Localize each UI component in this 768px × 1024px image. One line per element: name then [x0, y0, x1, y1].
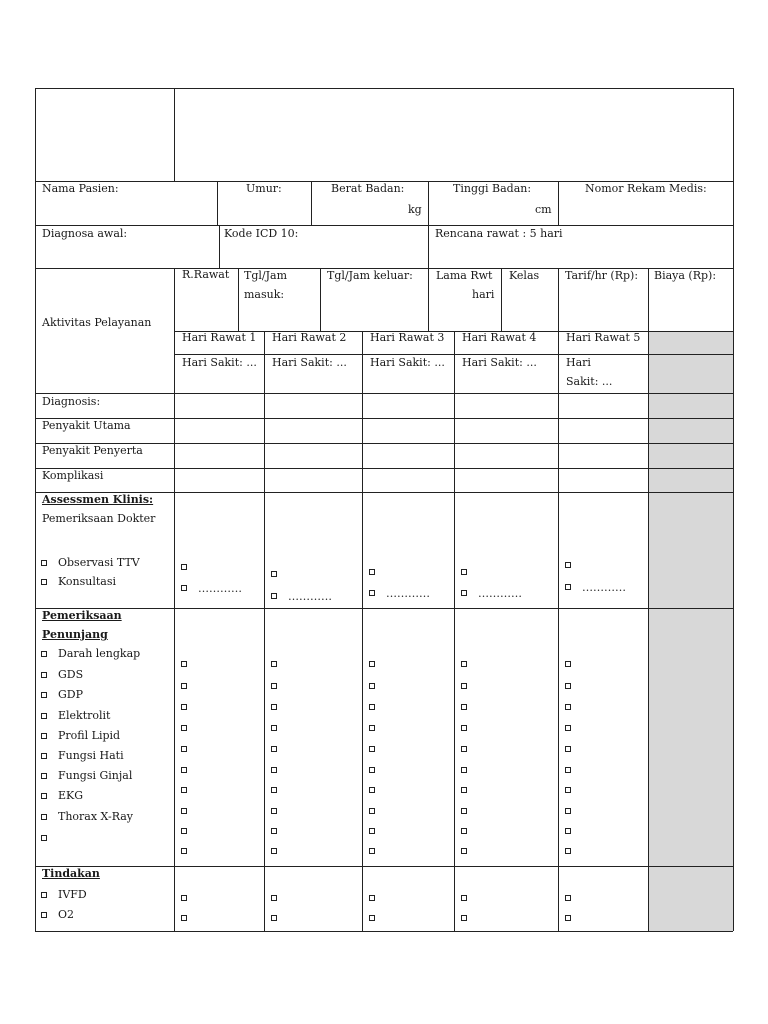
checkbox[interactable]	[181, 725, 187, 731]
checkbox[interactable]	[41, 560, 47, 566]
hari-sakit-5-line2: Sakit: ...	[566, 375, 613, 388]
checkbox[interactable]	[565, 683, 571, 689]
berat-unit: kg	[408, 203, 422, 216]
checkbox[interactable]	[369, 915, 375, 921]
penunjang-item: Fungsi Hati	[58, 749, 124, 762]
checkbox[interactable]	[271, 787, 277, 793]
checkbox[interactable]	[369, 569, 375, 575]
checkbox[interactable]	[461, 661, 467, 667]
hari-rawat-5: Hari Rawat 5	[566, 331, 641, 344]
hari-rawat-4: Hari Rawat 4	[462, 331, 537, 344]
r-rawat-label: R.Rawat	[182, 268, 230, 281]
penunjang-title: Pemeriksaan	[42, 609, 122, 622]
checkbox[interactable]	[41, 892, 47, 898]
checkbox[interactable]	[565, 895, 571, 901]
checkbox[interactable]	[271, 828, 277, 834]
checkbox[interactable]	[565, 584, 571, 590]
penunjang-item: GDS	[58, 668, 84, 681]
nama-pasien-label: Nama Pasien:	[42, 182, 119, 195]
rencana-rawat-label: Rencana rawat : 5 hari	[435, 227, 563, 240]
dots-field: …………	[478, 587, 522, 600]
checkbox[interactable]	[41, 835, 47, 841]
diagnosis-label: Diagnosis:	[42, 395, 101, 408]
checkbox[interactable]	[41, 773, 47, 779]
checkbox[interactable]	[565, 725, 571, 731]
penyakit-penyerta-label: Penyakit Penyerta	[42, 444, 143, 457]
tgl-keluar-label: Tgl/Jam keluar:	[327, 269, 413, 282]
checkbox[interactable]	[181, 585, 187, 591]
checkbox[interactable]	[181, 915, 187, 921]
checkbox[interactable]	[461, 915, 467, 921]
hari-rawat-3: Hari Rawat 3	[370, 331, 445, 344]
checkbox[interactable]	[369, 661, 375, 667]
tinggi-badan-label: Tinggi Badan:	[453, 182, 532, 195]
checkbox[interactable]	[181, 661, 187, 667]
aktivitas-pelayanan-label: Aktivitas Pelayanan	[42, 316, 152, 329]
kode-icd-label: Kode ICD 10:	[224, 227, 299, 240]
checkbox[interactable]	[271, 746, 277, 752]
tinggi-unit: cm	[535, 203, 552, 216]
checkbox[interactable]	[41, 713, 47, 719]
penunjang-item: EKG	[58, 789, 84, 802]
tgl-masuk-label: Tgl/Jam	[244, 269, 288, 282]
checkbox[interactable]	[271, 725, 277, 731]
tindakan-item: IVFD	[58, 888, 87, 901]
checkbox[interactable]	[41, 672, 47, 678]
checkbox[interactable]	[461, 895, 467, 901]
hari-sakit-1: Hari Sakit: ...	[182, 356, 257, 369]
checkbox[interactable]	[369, 828, 375, 834]
checkbox[interactable]	[181, 828, 187, 834]
checkbox[interactable]	[461, 725, 467, 731]
checkbox[interactable]	[41, 912, 47, 918]
checkbox[interactable]	[369, 848, 375, 854]
nomor-rekam-medis-label: Nomor Rekam Medis:	[585, 182, 707, 195]
checkbox[interactable]	[461, 590, 467, 596]
checkbox[interactable]	[461, 683, 467, 689]
checkbox[interactable]	[41, 651, 47, 657]
berat-badan-label: Berat Badan:	[331, 182, 405, 195]
penunjang-item: Thorax X-Ray	[58, 810, 134, 823]
checkbox[interactable]	[461, 704, 467, 710]
checkbox[interactable]	[461, 746, 467, 752]
penunjang-item: Profil Lipid	[58, 729, 121, 742]
checkbox[interactable]	[565, 808, 571, 814]
checkbox[interactable]	[181, 787, 187, 793]
hari-sakit-5: Hari	[566, 356, 591, 369]
umur-label: Umur:	[246, 182, 282, 195]
pemeriksaan-dokter-label: Pemeriksaan Dokter	[42, 512, 156, 525]
tarif-label: Tarif/hr (Rp):	[565, 269, 639, 282]
checkbox[interactable]	[181, 564, 187, 570]
checkbox[interactable]	[271, 704, 277, 710]
dots-field: …………	[582, 581, 626, 594]
checkbox[interactable]	[271, 661, 277, 667]
checkbox[interactable]	[565, 828, 571, 834]
dots-field: …………	[386, 587, 430, 600]
penunjang-title-2: Penunjang	[42, 628, 108, 641]
hari-rawat-1: Hari Rawat 1	[182, 331, 257, 344]
biaya-label: Biaya (Rp):	[654, 269, 717, 282]
checkbox[interactable]	[565, 767, 571, 773]
checkbox[interactable]	[461, 828, 467, 834]
checkbox[interactable]	[181, 704, 187, 710]
penunjang-item: Fungsi Ginjal	[58, 769, 133, 782]
checkbox[interactable]	[271, 848, 277, 854]
checkbox[interactable]	[461, 569, 467, 575]
checkbox[interactable]	[565, 661, 571, 667]
checkbox[interactable]	[271, 767, 277, 773]
checkbox[interactable]	[369, 746, 375, 752]
kelas-label: Kelas	[509, 269, 540, 282]
checkbox[interactable]	[565, 787, 571, 793]
checkbox[interactable]	[461, 787, 467, 793]
checkbox[interactable]	[369, 808, 375, 814]
checkbox[interactable]	[41, 814, 47, 820]
checkbox[interactable]	[271, 593, 277, 599]
checkbox[interactable]	[369, 725, 375, 731]
penunjang-item: Elektrolit	[58, 709, 111, 722]
checkbox[interactable]	[369, 895, 375, 901]
diagnosa-awal-label: Diagnosa awal:	[42, 227, 128, 240]
checkbox[interactable]	[565, 848, 571, 854]
checkbox[interactable]	[181, 895, 187, 901]
lama-rwt-label: Lama Rwt	[436, 269, 493, 282]
checkbox[interactable]	[461, 767, 467, 773]
lama-rwt-unit: hari	[472, 288, 495, 301]
dots-field: …………	[288, 590, 332, 603]
checkbox[interactable]	[271, 895, 277, 901]
checkbox[interactable]	[461, 808, 467, 814]
checkbox[interactable]	[41, 733, 47, 739]
penunjang-item: GDP	[58, 688, 84, 701]
checkbox[interactable]	[369, 787, 375, 793]
hari-rawat-2: Hari Rawat 2	[272, 331, 347, 344]
checkbox[interactable]	[181, 767, 187, 773]
checkbox[interactable]	[565, 704, 571, 710]
tgl-masuk-label-2: masuk:	[244, 288, 285, 301]
checkbox[interactable]	[271, 571, 277, 577]
checkbox[interactable]	[181, 808, 187, 814]
hari-sakit-4: Hari Sakit: ...	[462, 356, 537, 369]
checkbox[interactable]	[369, 683, 375, 689]
checkbox[interactable]	[271, 683, 277, 689]
konsultasi-label: Konsultasi	[58, 575, 117, 588]
shaded-column	[648, 331, 733, 931]
checkbox[interactable]	[369, 767, 375, 773]
assessmen-title: Assessmen Klinis:	[42, 493, 154, 506]
checkbox[interactable]	[181, 683, 187, 689]
hari-sakit-3: Hari Sakit: ...	[370, 356, 445, 369]
penyakit-utama-label: Penyakit Utama	[42, 419, 131, 432]
checkbox[interactable]	[565, 562, 571, 568]
hari-sakit-2: Hari Sakit: ...	[272, 356, 347, 369]
checkbox[interactable]	[565, 915, 571, 921]
checkbox[interactable]	[565, 746, 571, 752]
checkbox[interactable]	[41, 753, 47, 759]
checkbox[interactable]	[41, 793, 47, 799]
komplikasi-label: Komplikasi	[42, 469, 104, 482]
checkbox[interactable]	[181, 746, 187, 752]
checkbox[interactable]	[369, 704, 375, 710]
observasi-ttv-label: Observasi TTV	[58, 556, 140, 569]
dots-field: …………	[198, 582, 242, 595]
checkbox[interactable]	[271, 808, 277, 814]
checkbox[interactable]	[369, 590, 375, 596]
checkbox[interactable]	[181, 848, 187, 854]
checkbox[interactable]	[461, 848, 467, 854]
penunjang-item: Darah lengkap	[58, 647, 141, 660]
checkbox[interactable]	[41, 692, 47, 698]
checkbox[interactable]	[41, 579, 47, 585]
tindakan-title: Tindakan	[42, 867, 100, 880]
checkbox[interactable]	[271, 915, 277, 921]
tindakan-item: O2	[58, 908, 75, 921]
